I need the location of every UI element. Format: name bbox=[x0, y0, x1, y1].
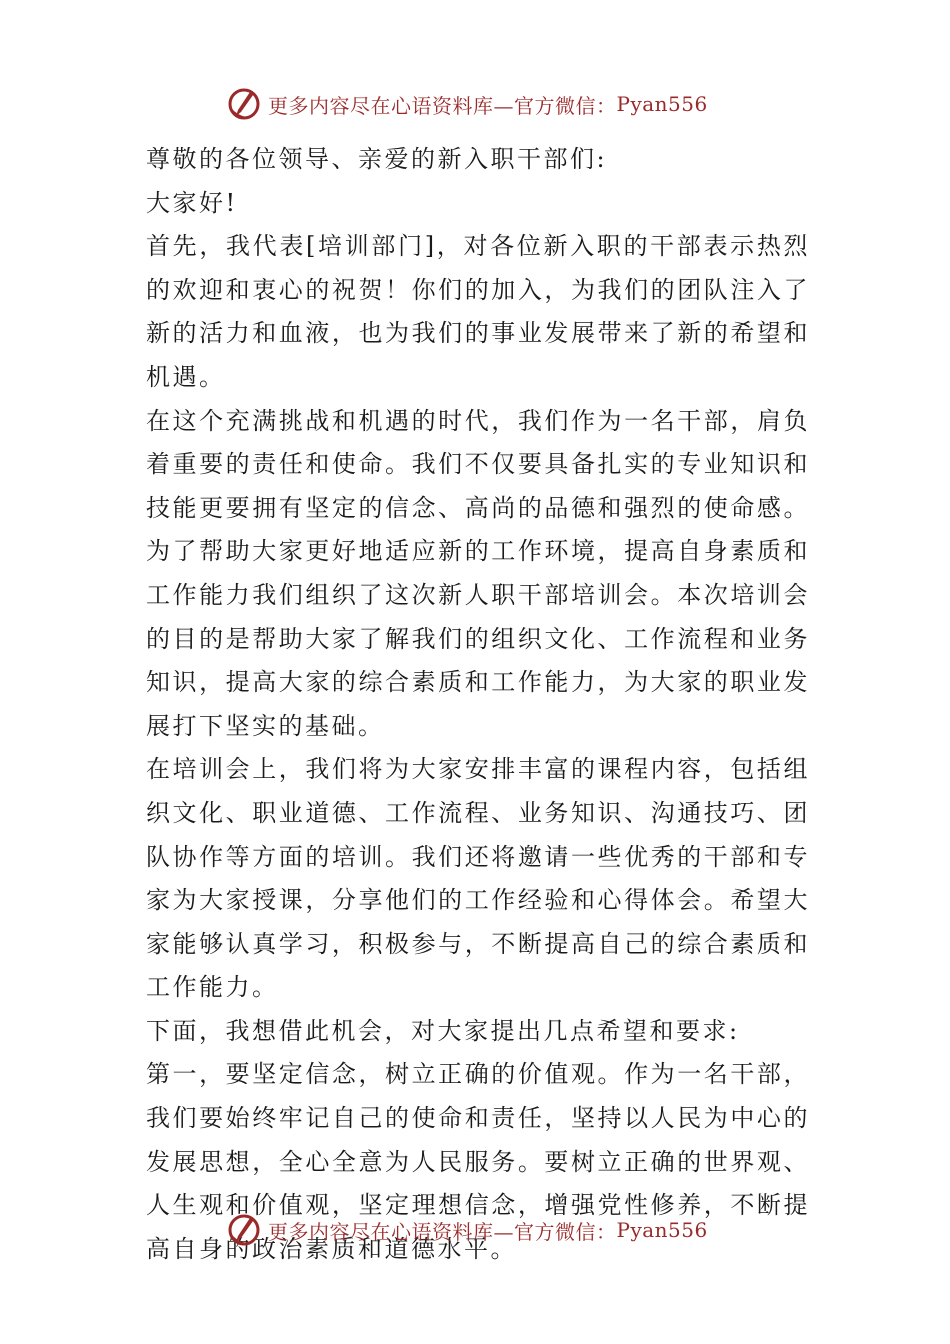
footer-banner bbox=[226, 1210, 746, 1250]
paragraph-requirements-intro: 下面，我想借此机会，对大家提出几点希望和要求: bbox=[146, 1016, 740, 1045]
footer-banner-text: 更多内容尽在心语资料库—官方微信： bbox=[268, 1219, 617, 1244]
salutation: 尊敬的各位领导、亲爱的新入职干部们: bbox=[146, 145, 608, 173]
paragraph-courses: 在培训会上，我们将为大家安排丰富的课程内容，包括组织文化、职业道德、工作流程、业务知识、沟通技巧、团队协作等方面的培训。我们还将邀请一些优秀的干部和专家为大家授课，分享他们的工作经验和心得体会。希望大家能够认真学习，积极参与，不断提高自己的综合素质和工作能力。 bbox=[146, 755, 810, 1002]
paragraph-welcome: 首先，我代表[培训部门]，对各位新入职的干部表示热烈的欢迎和衷心的祝贺！你们的加入，为我们的团队注入了新的活力和血液，也为我们的事业发展带来了新的希望和机遇。 bbox=[146, 232, 810, 391]
paragraph-purpose: 在这个充满挑战和机遇的时代，我们作为一名干部，肩负着重要的责任和使命。我们不仅要具备扎实的专业知识和技能更要拥有坚定的信念、高尚的品德和强烈的使命感。为了帮助大家更好地适应新的工作环境，提高自身素质和工作能力我们组织了这次新人职干部培训会。本次培训会的目的是帮助大家了解我们的组织文化、工作流程和业务知识，提高大家的综合素质和工作能力，为大家的职业发展打下坚实的基础。 bbox=[146, 406, 810, 740]
footer-wechat-id: Pyan556 bbox=[616, 1218, 708, 1242]
pen-nib-circle-icon bbox=[226, 1212, 262, 1248]
header-wechat-id: Pyan556 bbox=[616, 92, 708, 116]
greeting: 大家好! bbox=[146, 188, 238, 217]
header-banner bbox=[226, 84, 746, 124]
header-banner-text: 更多内容尽在心语资料库—官方微信： bbox=[268, 93, 617, 118]
pen-nib-circle-icon bbox=[226, 86, 262, 122]
document-body bbox=[146, 138, 810, 1271]
paragraph-first-requirement: 第一，要坚定信念，树立正确的价值观。作为一名干部，我们要始终牢记自己的使命和责任，坚持以人民为中心的发展思想，全心全意为人民服务。要树立正确的世界观、人生观和价值观，坚定理想信念，增强党性修养，不断提高自身的政治素质和道德水平。 bbox=[146, 1060, 810, 1263]
